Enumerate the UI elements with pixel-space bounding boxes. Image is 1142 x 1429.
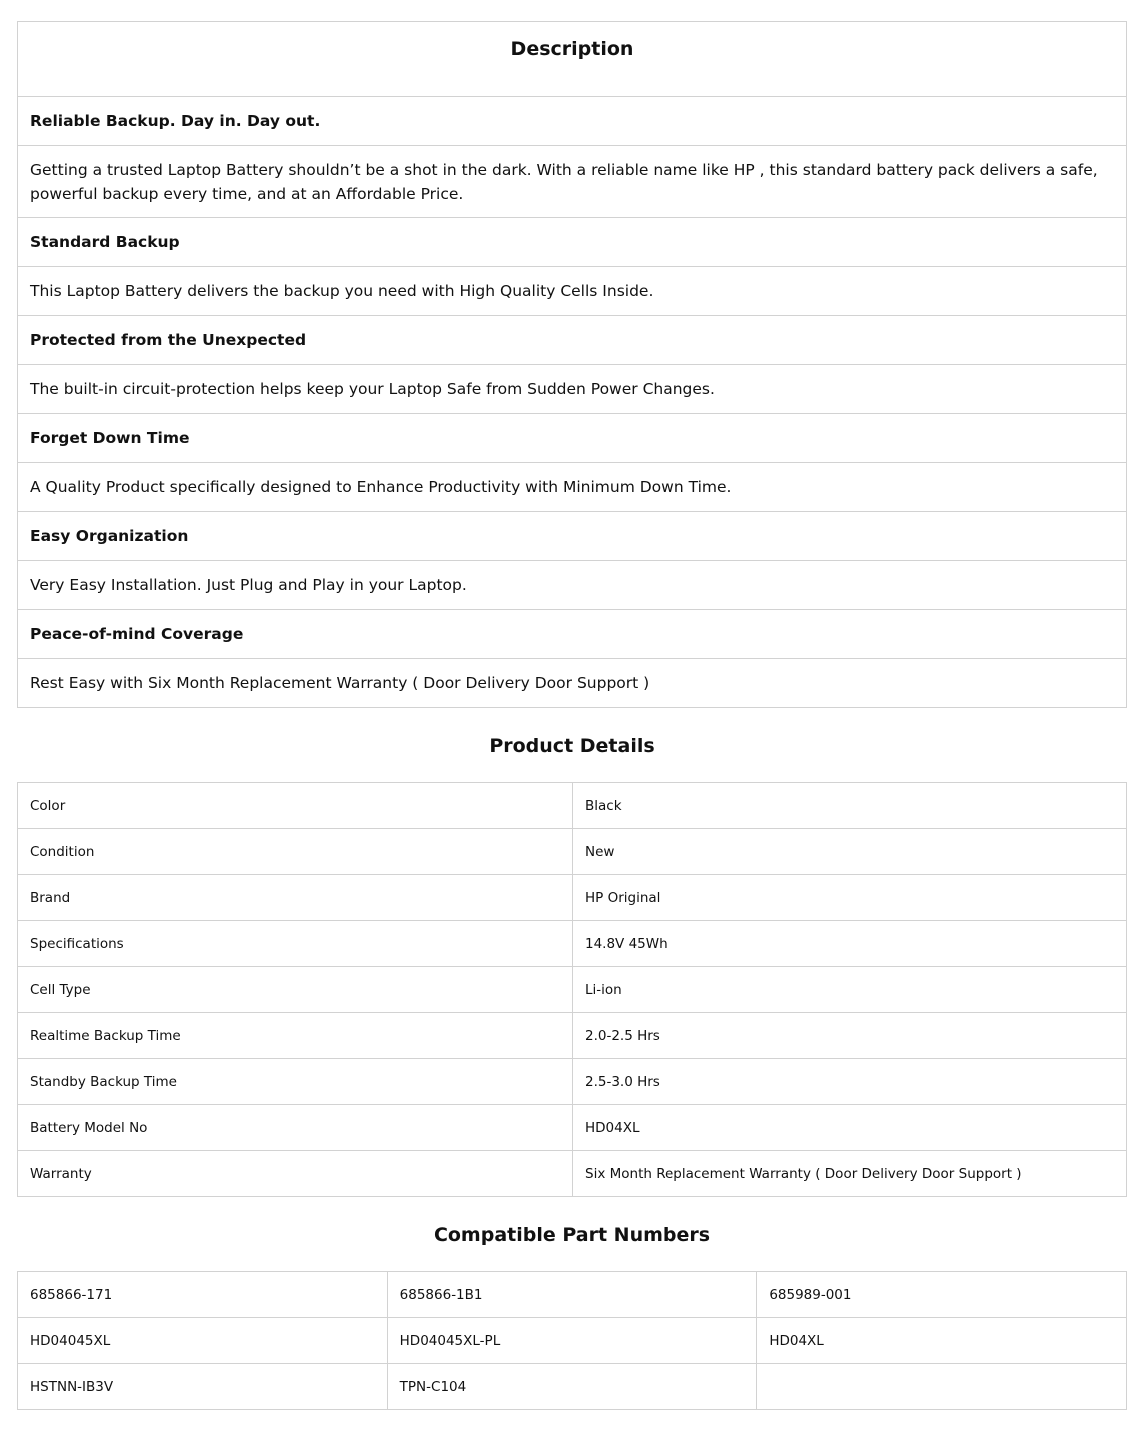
description-heading: Easy Organization xyxy=(18,512,1127,561)
description-text-row xyxy=(18,267,1127,316)
description-heading-row xyxy=(18,610,1127,659)
detail-key: Standby Backup Time xyxy=(18,1059,573,1105)
detail-row xyxy=(18,783,1127,829)
description-text: Rest Easy with Six Month Replacement Warranty ( Door Delivery Door Support ) xyxy=(18,659,1127,708)
part-number-cell-empty xyxy=(757,1364,1127,1410)
detail-row xyxy=(18,1059,1127,1105)
part-number-cell: HD04045XL xyxy=(18,1318,388,1364)
description-text: This Laptop Battery delivers the backup you need with High Quality Cells Inside. xyxy=(18,267,1127,316)
detail-key: Color xyxy=(18,783,573,829)
detail-value: New xyxy=(573,829,1127,875)
detail-value: Six Month Replacement Warranty ( Door Delivery Door Support ) xyxy=(573,1151,1127,1197)
detail-value: HP Original xyxy=(573,875,1127,921)
description-text: The built-in circuit-protection helps keep your Laptop Safe from Sudden Power Changes. xyxy=(18,365,1127,414)
part-number-cell: TPN-C104 xyxy=(387,1364,757,1410)
description-heading-row xyxy=(18,316,1127,365)
detail-key: Brand xyxy=(18,875,573,921)
description-text-row xyxy=(18,146,1127,218)
detail-value: HD04XL xyxy=(573,1105,1127,1151)
detail-row xyxy=(18,829,1127,875)
description-heading: Protected from the Unexpected xyxy=(18,316,1127,365)
part-number-cell: 685989-001 xyxy=(757,1272,1127,1318)
description-title-cell xyxy=(18,22,1127,97)
parts-row xyxy=(18,1364,1127,1410)
detail-value: 14.8V 45Wh xyxy=(573,921,1127,967)
detail-row xyxy=(18,1151,1127,1197)
description-table xyxy=(17,21,1127,708)
description-title-row xyxy=(18,22,1127,97)
description-heading-row xyxy=(18,97,1127,146)
description-text: Very Easy Installation. Just Plug and Play in your Laptop. xyxy=(18,561,1127,610)
description-heading: Forget Down Time xyxy=(18,414,1127,463)
parts-row xyxy=(18,1318,1127,1364)
detail-key: Realtime Backup Time xyxy=(18,1013,573,1059)
detail-row xyxy=(18,921,1127,967)
part-number-cell: HD04XL xyxy=(757,1318,1127,1364)
detail-key: Warranty xyxy=(18,1151,573,1197)
detail-key: Battery Model No xyxy=(18,1105,573,1151)
detail-value: Black xyxy=(573,783,1127,829)
detail-row xyxy=(18,1105,1127,1151)
description-heading: Standard Backup xyxy=(18,218,1127,267)
detail-value: 2.5-3.0 Hrs xyxy=(573,1059,1127,1105)
part-number-cell: HD04045XL-PL xyxy=(387,1318,757,1364)
detail-value: 2.0-2.5 Hrs xyxy=(573,1013,1127,1059)
description-heading-row xyxy=(18,414,1127,463)
detail-key: Specifications xyxy=(18,921,573,967)
page-content xyxy=(17,21,1127,1410)
description-text-row xyxy=(18,561,1127,610)
description-text-row xyxy=(18,365,1127,414)
detail-row xyxy=(18,967,1127,1013)
detail-key: Condition xyxy=(18,829,573,875)
compatible-parts-table xyxy=(17,1271,1127,1410)
part-number-cell: 685866-1B1 xyxy=(387,1272,757,1318)
description-title: Description xyxy=(510,38,634,60)
detail-key: Cell Type xyxy=(18,967,573,1013)
description-text: A Quality Product specifically designed to Enhance Productivity with Minimum Down Time. xyxy=(18,463,1127,512)
description-heading-row xyxy=(18,218,1127,267)
description-heading: Peace-of-mind Coverage xyxy=(18,610,1127,659)
detail-value: Li-ion xyxy=(573,967,1127,1013)
product-details-title: Product Details xyxy=(489,735,655,757)
description-heading: Reliable Backup. Day in. Day out. xyxy=(18,97,1127,146)
description-text-row xyxy=(18,659,1127,708)
part-number-cell: HSTNN-IB3V xyxy=(18,1364,388,1410)
description-text-row xyxy=(18,463,1127,512)
compatible-parts-title: Compatible Part Numbers xyxy=(433,1224,711,1246)
description-text: Getting a trusted Laptop Battery shouldn’t be a shot in the dark. With a reliable name like HP , this standard battery pack delivers a safe, powerful backup every time, and at an Affordable Price. xyxy=(18,146,1127,218)
product-details-table xyxy=(17,782,1127,1197)
detail-row xyxy=(18,875,1127,921)
description-heading-row xyxy=(18,512,1127,561)
parts-row xyxy=(18,1272,1127,1318)
part-number-cell: 685866-171 xyxy=(18,1272,388,1318)
detail-row xyxy=(18,1013,1127,1059)
